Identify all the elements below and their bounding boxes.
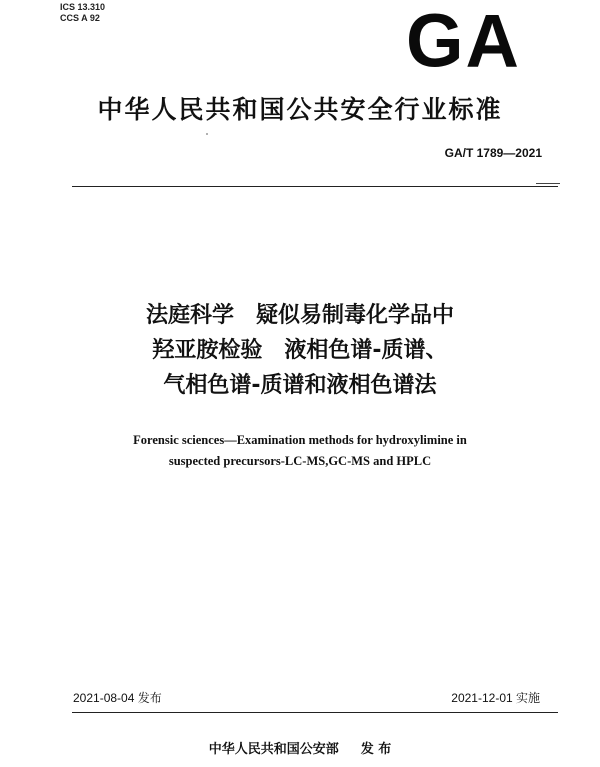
standard-number: GA/T 1789—2021 bbox=[444, 146, 542, 160]
classification-codes bbox=[60, 2, 105, 24]
footer-rule bbox=[72, 712, 558, 713]
publish-date: 2021-08-04 发布 bbox=[73, 691, 162, 705]
chinese-title-line-2: 羟亚胺检验 液相色谱-质谱、 bbox=[152, 338, 448, 363]
effective-date: 2021-12-01 实施 bbox=[451, 691, 540, 705]
chinese-title-line-3: 气相色谱-质谱和液相色谱法 bbox=[163, 373, 437, 398]
standard-category-title: 中华人民共和国公共安全行业标准 bbox=[97, 95, 503, 124]
header-rule-accent bbox=[536, 183, 560, 184]
english-title-line-2: suspected precursors-LC-MS,GC-MS and HPLC bbox=[168, 454, 432, 468]
issuer-action: 发 布 bbox=[360, 742, 392, 757]
ics-code: ICS 13.310 bbox=[60, 2, 106, 12]
chinese-title bbox=[0, 298, 600, 403]
english-title bbox=[0, 430, 600, 472]
header-rule bbox=[72, 186, 558, 187]
issuer-name: 中华人民共和国公安部 bbox=[208, 742, 339, 757]
scan-speck bbox=[206, 133, 208, 135]
ccs-code: CCS A 92 bbox=[60, 13, 100, 23]
chinese-title-line-1: 法庭科学 疑似易制毒化学品中 bbox=[145, 303, 454, 328]
english-title-line-1: Forensic sciences—Examination methods for hydroxylimine in bbox=[133, 433, 467, 447]
ga-logo: GA bbox=[406, 0, 521, 83]
issuer bbox=[0, 738, 600, 757]
